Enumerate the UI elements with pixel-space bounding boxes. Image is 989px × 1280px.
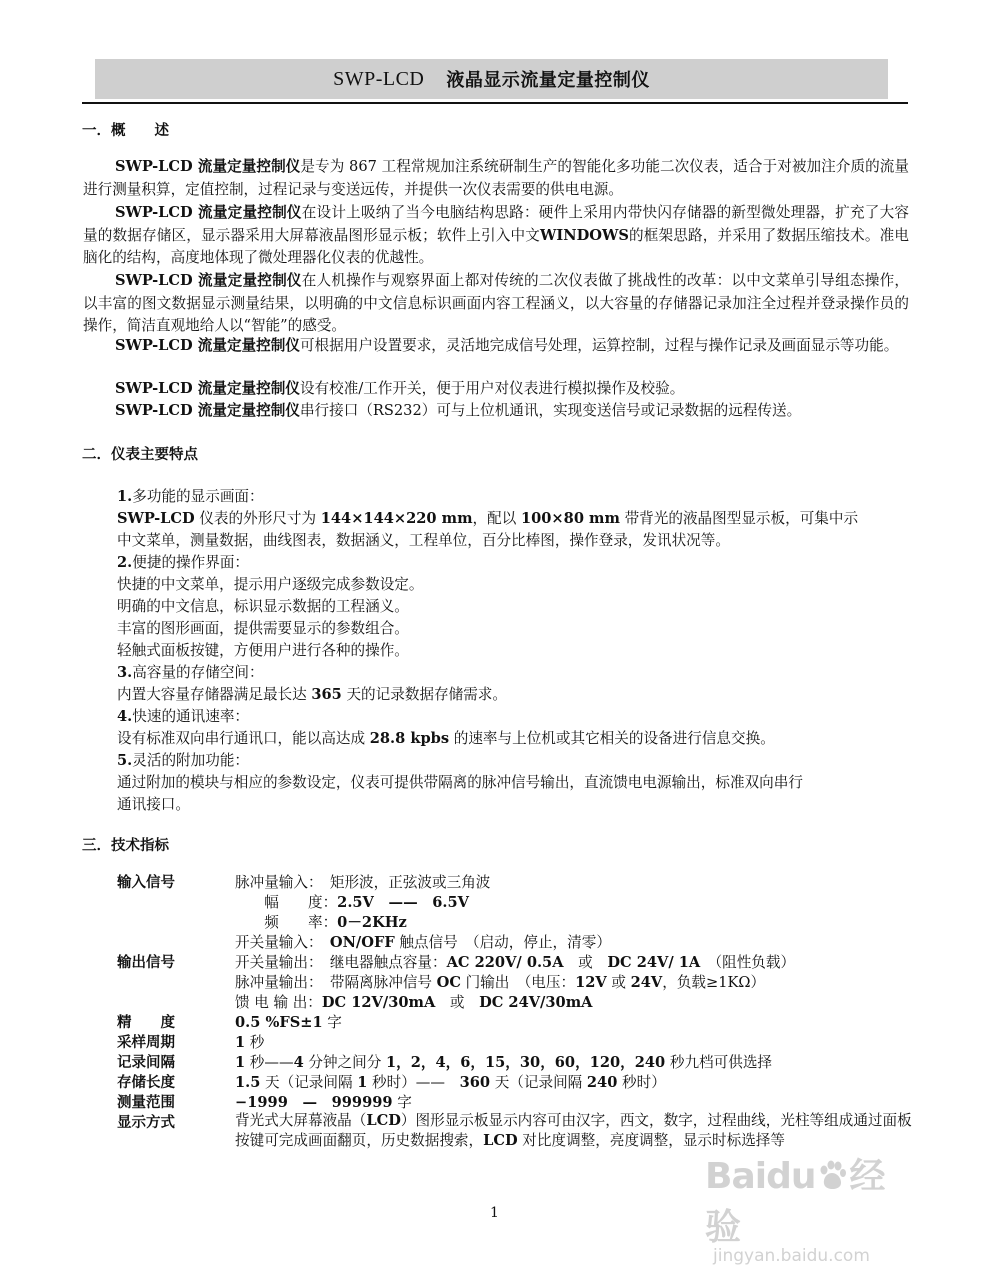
feature-2-title: 2.便捷的操作界面： <box>117 554 250 571</box>
title-underline <box>82 102 908 104</box>
section-heading-specs: 三．技术指标 <box>82 838 169 854</box>
title-name: 液晶显示流量定量控制仪 <box>446 70 650 91</box>
feature-5-line-1: 通过附加的模块与相应的参数设定，仪表可提供带隔离的脉冲信号输出，直流馈电电源输出，标准双向串行 <box>117 774 803 791</box>
feature-2-line-4: 轻触式面板按键，方便用户进行各种的操作。 <box>117 642 409 659</box>
document-title-bar <box>95 59 888 99</box>
feature-2-line-1: 快捷的中文菜单，提示用户逐级完成参数设定。 <box>117 576 424 593</box>
feature-3-line-1: 内置大容量存储器满足最长达 365 天的记录数据存储需求。 <box>117 686 507 703</box>
overview-paragraph-5: SWP-LCD 流量定量控制仪设有校准/工作开关，便于用户对仪表进行模拟操作及校验。 <box>115 380 685 397</box>
feature-4-line-1: 设有标准双向串行通讯口，能以高达成 28.8 kpbs 的速率与上位机或其它相关的设备进行信息交换。 <box>117 730 775 747</box>
overview-paragraph-4: SWP-LCD 流量定量控制仪可根据用户设置要求，灵活地完成信号处理，运算控制，过程与操作记录及画面显示等功能。 <box>115 337 899 354</box>
feature-1-line-2: 中文菜单，测量数据，曲线图表，数据涵义，工程单位，百分比棒图，操作登录，发讯状况等。 <box>117 532 730 549</box>
section-heading-features: 二．仪表主要特点 <box>82 447 198 463</box>
feature-3-title: 3.高容量的存储空间： <box>117 664 264 681</box>
baidu-jingyan-watermark: Baidu 经验 jingyan.baidu.com <box>705 1156 885 1266</box>
overview-paragraph-1: SWP-LCD 流量定量控制仪是专为 867 工程常规加注系统研制生产的智能化多功能二次仪表，适合于对被加注介质的流量进行测量积算，定值控制，过程记录与变送远传，并提供一次仪表需要的供电电源。 <box>83 158 910 198</box>
page-number: 1 <box>490 1205 499 1221</box>
title-model: SWP-LCD <box>333 67 425 90</box>
overview-paragraph-3: SWP-LCD 流量定量控制仪在人机操作与观察界面上都对传统的二次仪表做了挑战性的改革：以中文菜单引导组态操作，以丰富的图文数据显示测量结果，以明确的中文信息标识画面内容工程涵义，以大容量的存储器记录加注全过程并登录操作员的操作，简洁直观地给人以“智能”的感受。 <box>83 272 909 335</box>
feature-2-line-3: 丰富的图形画面，提供需要显示的参数组合。 <box>117 620 409 637</box>
baidu-paw-icon <box>815 1158 849 1192</box>
feature-2-line-2: 明确的中文信息，标识显示数据的工程涵义。 <box>117 598 409 615</box>
feature-1-title: 1.多功能的显示画面： <box>117 488 264 505</box>
feature-4-title: 4.快速的通讯速率： <box>117 708 250 725</box>
spec-label-output: 输出信号 <box>117 955 175 971</box>
feature-5-line-2: 通讯接口。 <box>117 796 190 813</box>
spec-label-input: 输入信号 <box>117 875 175 891</box>
overview-paragraph-6: SWP-LCD 流量定量控制仪串行接口（RS232）可与上位机通讯，实现变送信号或记录数据的远程传送。 <box>115 402 802 419</box>
section-heading-overview: 一．概 述 <box>82 123 169 139</box>
feature-1-line-1: SWP-LCD 仪表的外形尺寸为 144×144×220 mm，配以 100×80 mm 带背光的液晶图型显示板，可集中示 <box>117 510 859 527</box>
overview-paragraph-2: SWP-LCD 流量定量控制仪在设计上吸纳了当今电脑结构思路：硬件上采用内带快闪存储器的新型微处理器，扩充了大容量的数据存储区，显示器采用大屏幕液晶图形显示板；软件上引入中文WINDOWS的框架思路，并采用了数据压缩技术。准电脑化的结构，高度地体现了微处理器化仪表的优越性。 <box>83 204 909 267</box>
feature-5-title: 5.灵活的附加功能： <box>117 752 250 769</box>
